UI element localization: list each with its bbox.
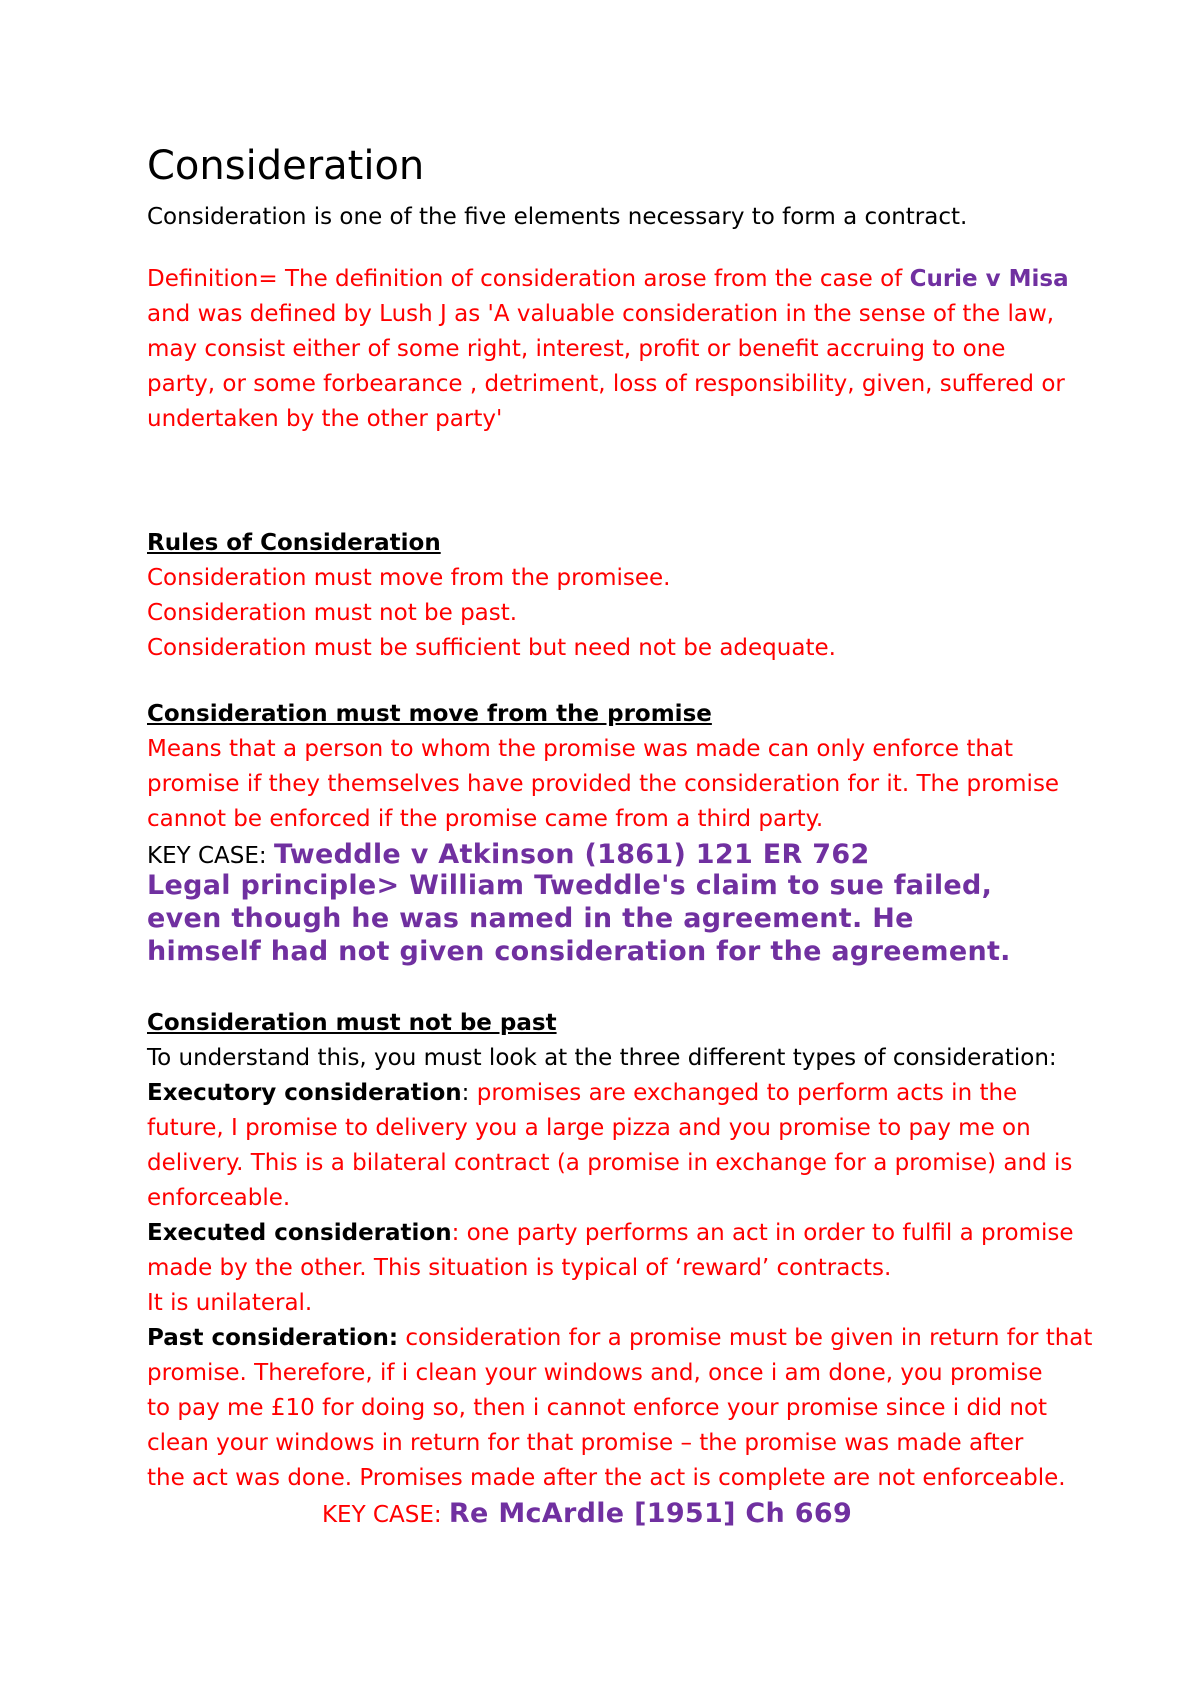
- executed-term: Executed consideration: [147, 1220, 452, 1246]
- executory-line: delivery. This is a bilateral contract (a promise in exchange for a promise) and is: [147, 1150, 1073, 1176]
- intro-paragraph: [147, 200, 1077, 235]
- rule-item: Consideration must not be past.: [147, 600, 518, 626]
- past-intro: To understand this, you must look at the three different types of consideration:: [147, 1045, 1057, 1071]
- principle-line: himself had not given consideration for the agreement.: [147, 936, 1011, 967]
- definition-line: may consist either of some right, interest, profit or benefit accruing to one: [147, 336, 1006, 362]
- executed-line: It is unilateral.: [147, 1290, 313, 1316]
- move-line: Means that a person to whom the promise was made can only enforce that: [147, 736, 1014, 762]
- definition-line: [147, 262, 1077, 297]
- executory-line: future, I promise to delivery you a large pizza and you promise to pay me on: [147, 1115, 1031, 1141]
- key-case-label: KEY CASE:: [147, 843, 274, 869]
- past-type-line: to pay me £10 for doing so, then i cannot enforce your promise since i did not: [147, 1395, 1048, 1421]
- move-line: cannot be enforced if the promise came from a third party.: [147, 806, 824, 832]
- past-text: consideration for a promise must be given in return for that: [398, 1325, 1093, 1351]
- legal-principle: [147, 869, 1077, 968]
- rules-section: [147, 526, 1077, 666]
- executory-line: [147, 1076, 1077, 1111]
- executory-sep: :: [461, 1080, 477, 1106]
- definition-line: party, or some forbearance , detriment, loss of responsibility, given, suffered or: [147, 371, 1065, 397]
- move-heading: Consideration must move from the promise: [147, 701, 712, 727]
- rule-item: Consideration must be sufficient but need not be adequate.: [147, 635, 836, 661]
- past-type-line: promise. Therefore, if i clean your windows and, once i am done, you promise: [147, 1360, 1043, 1386]
- move-line: promise if they themselves have provided the consideration for it. The promise: [147, 771, 1060, 797]
- past-section: [147, 1006, 1093, 1533]
- rules-heading: Rules of Consideration: [147, 530, 441, 556]
- move-section: [147, 697, 1077, 874]
- key-case-label: KEY CASE:: [321, 1502, 449, 1528]
- case-name: Curie v Misa: [909, 266, 1069, 292]
- executed-text: : one party performs an act in order to fulfil a promise: [451, 1220, 1074, 1246]
- page-title: Consideration: [147, 143, 425, 189]
- executory-term: Executory consideration: [147, 1080, 462, 1106]
- key-case-name: Tweddle v Atkinson (1861) 121 ER 762: [273, 839, 870, 870]
- past-heading: Consideration must not be past: [147, 1010, 557, 1036]
- rule-item: Consideration must move from the promisee.: [147, 565, 671, 591]
- principle-line: Legal principle> William Tweddle's claim to sue failed,: [147, 870, 993, 901]
- definition-text: Definition= The definition of consideration arose from the case of: [147, 266, 910, 292]
- definition-line: undertaken by the other party': [147, 406, 503, 432]
- past-type-line: the act was done. Promises made after the act is complete are not enforceable.: [147, 1465, 1066, 1491]
- key-case-name: Re McArdle [1951] Ch 669: [448, 1498, 853, 1529]
- executed-line: made by the other. This situation is typical of ‘reward’ contracts.: [147, 1255, 892, 1281]
- executory-line: enforceable.: [147, 1185, 291, 1211]
- executory-text: promises are exchanged to perform acts in the: [476, 1080, 1018, 1106]
- definition-line: and was defined by Lush J as 'A valuable consideration in the sense of the law,: [147, 301, 1055, 327]
- intro-text: Consideration is one of the five elements necessary to form a contract.: [147, 204, 968, 230]
- past-type-line: [147, 1321, 1093, 1356]
- past-key-case-line: [147, 1496, 1027, 1533]
- principle-line: even though he was named in the agreement. He: [147, 903, 914, 934]
- definition-paragraph: [147, 262, 1077, 437]
- past-type-line: clean your windows in return for that promise – the promise was made after: [147, 1430, 1024, 1456]
- executed-line: [147, 1216, 1077, 1251]
- past-term: Past consideration:: [147, 1325, 399, 1351]
